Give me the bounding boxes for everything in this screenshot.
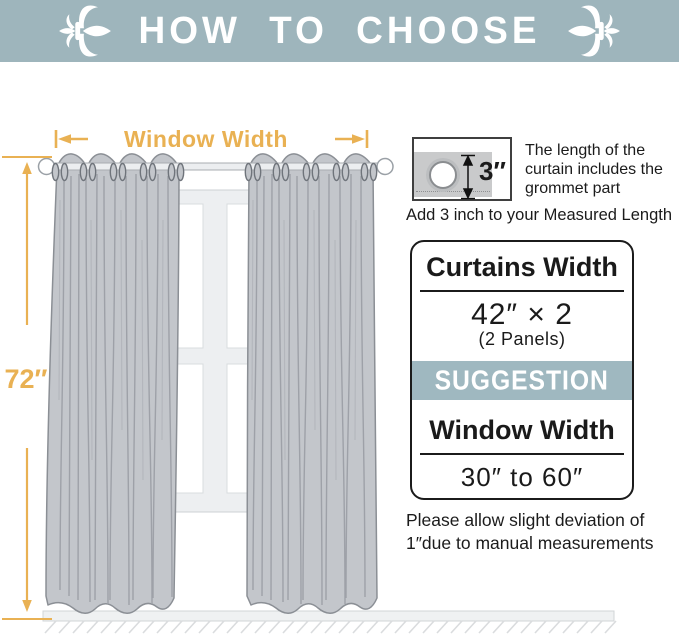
stitch-dotted-line bbox=[416, 191, 490, 192]
add-length-instruction: Add 3 inch to your Measured Length bbox=[406, 206, 673, 224]
right-curtain-panel bbox=[247, 154, 377, 613]
curtains-width-subvalue: (2 Panels) bbox=[478, 329, 566, 349]
suggestion-banner bbox=[412, 361, 632, 400]
curtain-length-measure bbox=[2, 157, 52, 619]
fleur-de-lis-icon bbox=[567, 4, 621, 58]
divider bbox=[420, 290, 624, 292]
window-width-measure bbox=[56, 126, 367, 152]
curtains-width-value: 42″ × 2 bbox=[471, 298, 573, 331]
page-title: HOW TO CHOOSE bbox=[138, 9, 541, 52]
fleur-de-lis-icon bbox=[58, 4, 112, 58]
arrow-down-icon bbox=[22, 600, 32, 612]
floor-hatching bbox=[45, 621, 616, 633]
size-suggestion-table bbox=[410, 240, 634, 500]
curtain-rod bbox=[50, 163, 382, 170]
curtains-width-header: Curtains Width bbox=[426, 252, 618, 282]
window-width-value: 30″ to 60″ bbox=[460, 462, 584, 492]
divider bbox=[420, 453, 624, 455]
arrow-left-icon bbox=[58, 134, 71, 144]
header-banner bbox=[0, 0, 679, 62]
deviation-footnote bbox=[406, 509, 679, 556]
suggestion-label: SUGGESTION bbox=[434, 363, 610, 397]
grommet-length-label: 3″ bbox=[479, 156, 506, 186]
grommet-length-diagram bbox=[412, 137, 512, 201]
window-width-label: Window Width bbox=[124, 126, 288, 152]
arrow-right-icon bbox=[352, 134, 365, 144]
rod-finial-right bbox=[377, 159, 393, 175]
grommet-icon bbox=[429, 161, 457, 189]
curtain-length-label: 72″ bbox=[4, 364, 48, 394]
vertical-measure-arrow-icon bbox=[460, 154, 476, 200]
window-width-header: Window Width bbox=[429, 415, 615, 445]
footnote-line-1: Please allow slight deviation of bbox=[406, 510, 645, 530]
footnote-line-2: 1″due to manual measurements bbox=[406, 533, 654, 554]
grommet-note: The length of the curtain includes the grommet part bbox=[525, 142, 663, 198]
